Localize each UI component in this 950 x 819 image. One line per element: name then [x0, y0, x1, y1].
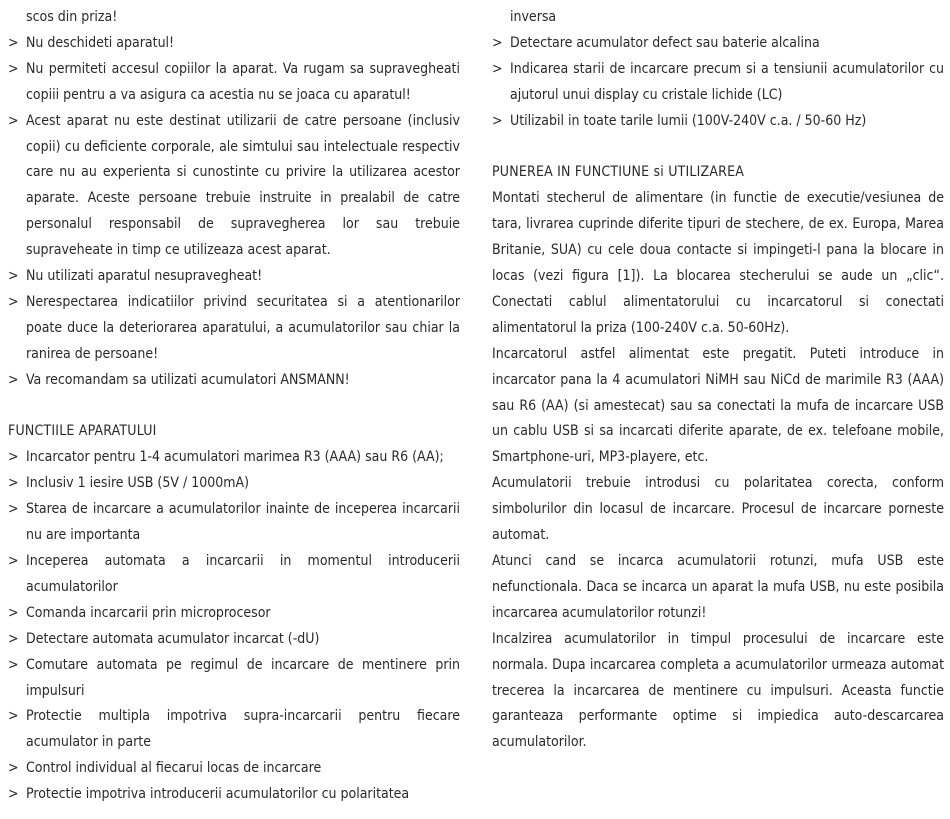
usage-text	[492, 186, 944, 756]
list-item: > Protectie multipla impotriva supra-incarcarii pentru fiecare acumulator in parte	[8, 704, 460, 756]
bullet-marker: >	[8, 34, 19, 51]
paragraph: Acumulatorii trebuie introdusi cu polaritatea corecta, conform simbolurilor din locasul de incarcare. Procesul de incarcare porneste automat.	[492, 475, 944, 544]
list-item: > Comanda incarcarii prin microprocesor	[8, 601, 460, 627]
section-heading-functions: FUNCTIILE APARATULUI	[8, 423, 157, 440]
list-item: > Va recomandam sa utilizati acumulatori ANSMANN!	[8, 368, 460, 394]
bullet-marker: >	[492, 112, 503, 129]
paragraph: Incalzirea acumulatorilor in timpul procesului de incarcare este normala. Dupa incarcarea completa a acumulatorilor urmeaza automat trecerea la incarcarea de mentinere cu impulsuri. Aceasta functie garanteaza performante optime si impiedica auto-descarcarea acumulatorilor.	[492, 630, 944, 751]
bullet-marker: >	[8, 475, 19, 492]
list-item: > Detectare automata acumulator incarcat (-dU)	[8, 627, 460, 653]
paragraph: Incarcatorul astfel alimentat este pregatit. Puteti introduce in incarcator pana la 4 acumulatori NiMH sau NiCd de marimile R3 (AAA) sau R6 (AA) (si amestecat) sau sa conectati la mufa de incarcare USB un cablu USB si sa incarcati diferite aparate, de ex. telefoane mobile, Smartphone-uri, MP3-playere, etc.	[492, 345, 944, 466]
list-item: > Nu utilizati aparatul nesupravegheat!	[8, 264, 460, 290]
bullet-marker: >	[492, 34, 503, 51]
bullet-marker: >	[492, 60, 503, 77]
bullet-marker: >	[8, 293, 19, 310]
bullet-marker: >	[8, 760, 19, 777]
list-item: > Utilizabil in toate tarile lumii (100V-240V c.a. / 50-60 Hz)	[492, 109, 944, 135]
section-heading-usage: PUNEREA IN FUNCTIUNE si UTILIZAREA	[492, 164, 745, 181]
safety-list	[8, 31, 460, 394]
list-item: > Comutare automata pe regimul de incarcare de mentinere prin impulsuri	[8, 653, 460, 705]
bullet-marker: >	[8, 449, 19, 466]
list-item: > Inceperea automata a incarcarii in momentul introducerii acumulatorilor	[8, 549, 460, 601]
bullet-marker: >	[8, 604, 19, 621]
left-column	[8, 5, 460, 808]
list-item: > Indicarea starii de incarcare precum si a tensiunii acumulatorilor cu ajutorul unui display cu cristale lichide (LC)	[492, 57, 944, 109]
list-item: > Inclusiv 1 iesire USB (5V / 1000mA)	[8, 471, 460, 497]
bullet-marker: >	[8, 268, 19, 285]
list-item: > Incarcator pentru 1-4 acumulatori marimea R3 (AAA) sau R6 (AA);	[8, 445, 460, 471]
bullet-marker: >	[8, 371, 19, 388]
bullet-marker: >	[8, 630, 19, 647]
bullet-marker: >	[8, 501, 19, 518]
right-column	[492, 5, 944, 756]
bullet-marker: >	[8, 708, 19, 725]
list-item: > Control individual al fiecarui locas de incarcare	[8, 756, 460, 782]
continued-text: scos din priza!	[26, 9, 118, 25]
list-item: > Nerespectarea indicatiilor privind securitatea si a atentionarilor poate duce la deteriorarea aparatului, a acumulatorilor sau chiar la ranirea de persoane!	[8, 290, 460, 368]
list-item: > Nu permiteti accesul copiilor la aparat. Va rugam sa supravegheati copiii pentru a va asigura ca acestia nu se joaca cu aparatul!	[8, 57, 460, 109]
paragraph: Atunci cand se incarca acumulatorii rotunzi, mufa USB este nefunctionala. Daca se incarca un aparat la mufa USB, nu este posibila incarcarea acumulatorilor rotunzi!	[492, 553, 944, 621]
bullet-marker: >	[8, 786, 19, 803]
functions-list	[8, 445, 460, 808]
list-item: > Protectie impotriva introducerii acumulatorilor cu polaritatea	[8, 782, 460, 808]
bullet-marker: >	[8, 60, 19, 77]
functions-list-continued	[492, 31, 944, 135]
list-item: > Starea de incarcare a acumulatorilor inainte de inceperea incarcarii nu are importanta	[8, 497, 460, 549]
list-item: > Nu deschideti aparatul!	[8, 31, 460, 57]
bullet-marker: >	[8, 553, 19, 570]
bullet-marker: >	[8, 112, 19, 129]
paragraph: Montati stecherul de alimentare (in functie de executie/vesiunea de tara, livrarea cuprinde diferite tipuri de stechere, de ex. Europa, Marea Britanie, SUA) cu cele doua contacte si impingeti-l pana la blocare in locas (vezi figura [1]). La blocarea stecherului se aude un „clic“. Conectati cablul alimentatorului cu incarcatorul si conectati alimentatorul la priza (100-240V c.a. 50-60Hz).	[492, 190, 944, 336]
continued-text: inversa	[510, 9, 557, 25]
bullet-marker: >	[8, 656, 19, 673]
list-item: > Detectare acumulator defect sau baterie alcalina	[492, 31, 944, 57]
list-item: > Acest aparat nu este destinat utilizarii de catre persoane (inclusiv copii) cu deficiente corporale, ale simtului sau intelectuale respectiv care nu au experienta si cunostinte cu privire la utilizarea acestor aparate. Aceste persoane trebuie instruite in prealabil de catre personalul responsabil de supravegherea lor sau trebuie supraveheate in timp ce utilizeaza acest aparat.	[8, 109, 460, 264]
